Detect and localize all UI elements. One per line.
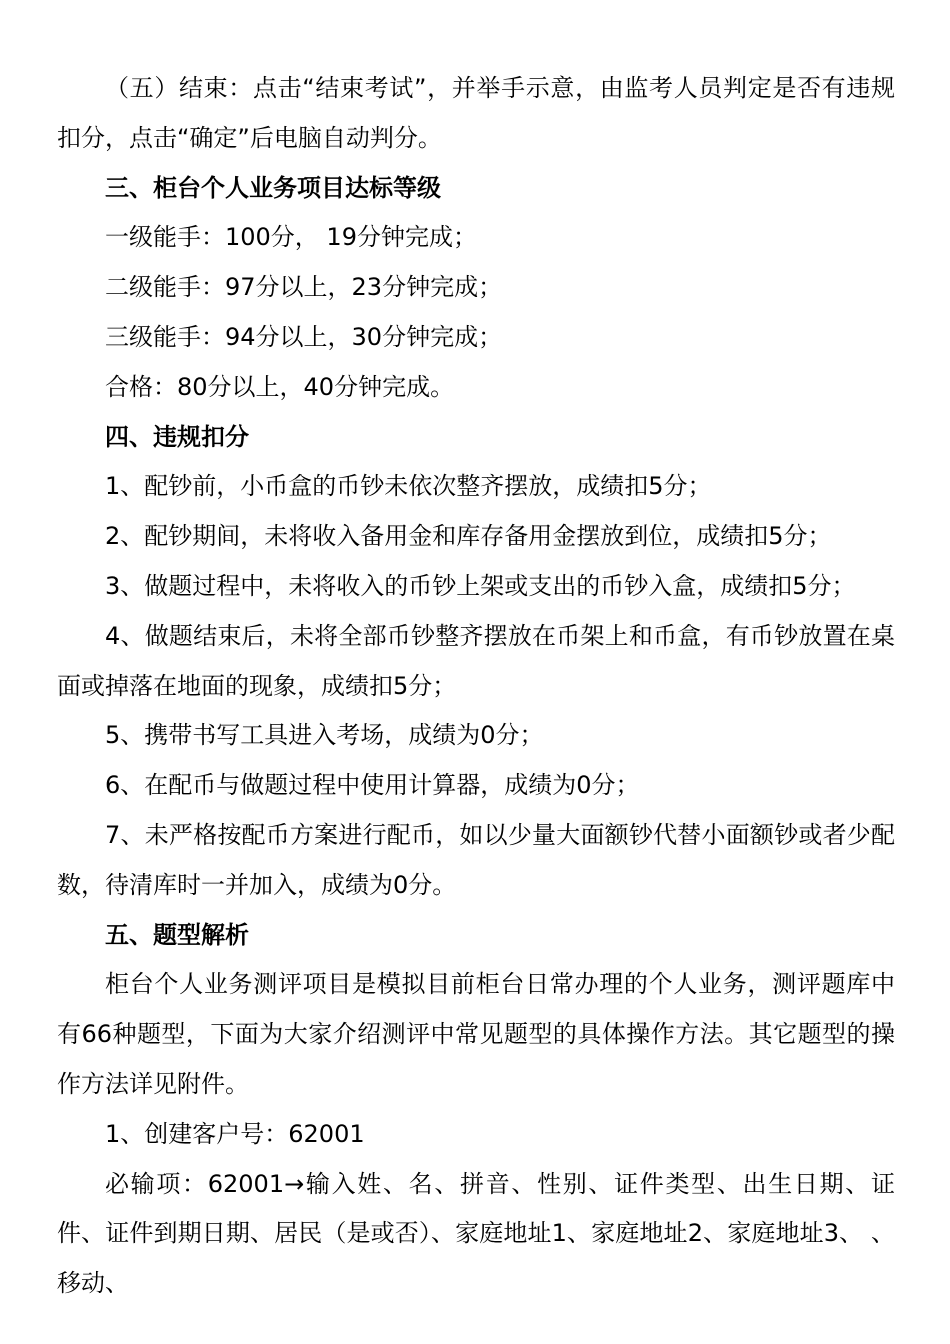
heading-violations: 四、违规扣分 [105, 422, 249, 451]
required-fields: 必输项：62001→输入姓、名、拼音、性别、证件类型、出生日期、证件、证件到期日期、居民（是或否）、家庭地址1、家庭地址2、家庭地址3、 、移动、 [57, 1169, 895, 1298]
level-1-text: 一级能手：100分， 19分钟完成； [105, 223, 477, 252]
paragraph-end-exam: （五）结束：点击“结束考试”，并举手示意，由监考人员判定是否有违规扣分，点击“确定”后电脑自动判分。 [57, 74, 895, 152]
heading-question-analysis: 五、题型解析 [105, 920, 249, 949]
violation-rule-2: 2、配钞期间，未将收入备用金和库存备用金摆放到位，成绩扣5分； [105, 522, 832, 551]
heading-level-standards: 三、柜台个人业务项目达标等级 [105, 173, 441, 202]
analysis-intro: 柜台个人业务测评项目是模拟目前柜台日常办理的个人业务，测评题库中有66种题型，下面为大家介绍测评中常见题型的具体操作方法。其它题型的操作方法详见附件。 [57, 970, 895, 1098]
level-3-text: 三级能手：94分以上，30分钟完成； [105, 322, 503, 351]
level-2-text: 二级能手：97分以上，23分钟完成； [105, 273, 503, 302]
violation-rule-6: 6、在配币与做题过程中使用计算器，成绩为0分； [105, 771, 640, 800]
pass-level-text: 合格：80分以上，40分钟完成。 [105, 372, 455, 401]
document-page [57, 64, 895, 1309]
violation-rule-4: 4、做题结束后，未将全部币钞整齐摆放在币架上和币盒，有币钞放置在桌面或掉落在地面的现象，成绩扣5分； [57, 621, 895, 700]
violation-rule-7: 7、未严格按配币方案进行配币，如以少量大面额钞代替小面额钞或者少配数，待清库时一并加入，成绩为0分。 [57, 820, 895, 899]
violation-rule-3: 3、做题过程中，未将收入的币钞上架或支出的币钞入盒，成绩扣5分； [105, 571, 856, 600]
violation-rule-1: 1、配钞前，小币盒的币钞未依次整齐摆放，成绩扣5分； [105, 472, 712, 501]
task-create-customer: 1、创建客户号：62001 [105, 1119, 365, 1148]
violation-rule-5: 5、携带书写工具进入考场，成绩为0分； [105, 721, 544, 750]
